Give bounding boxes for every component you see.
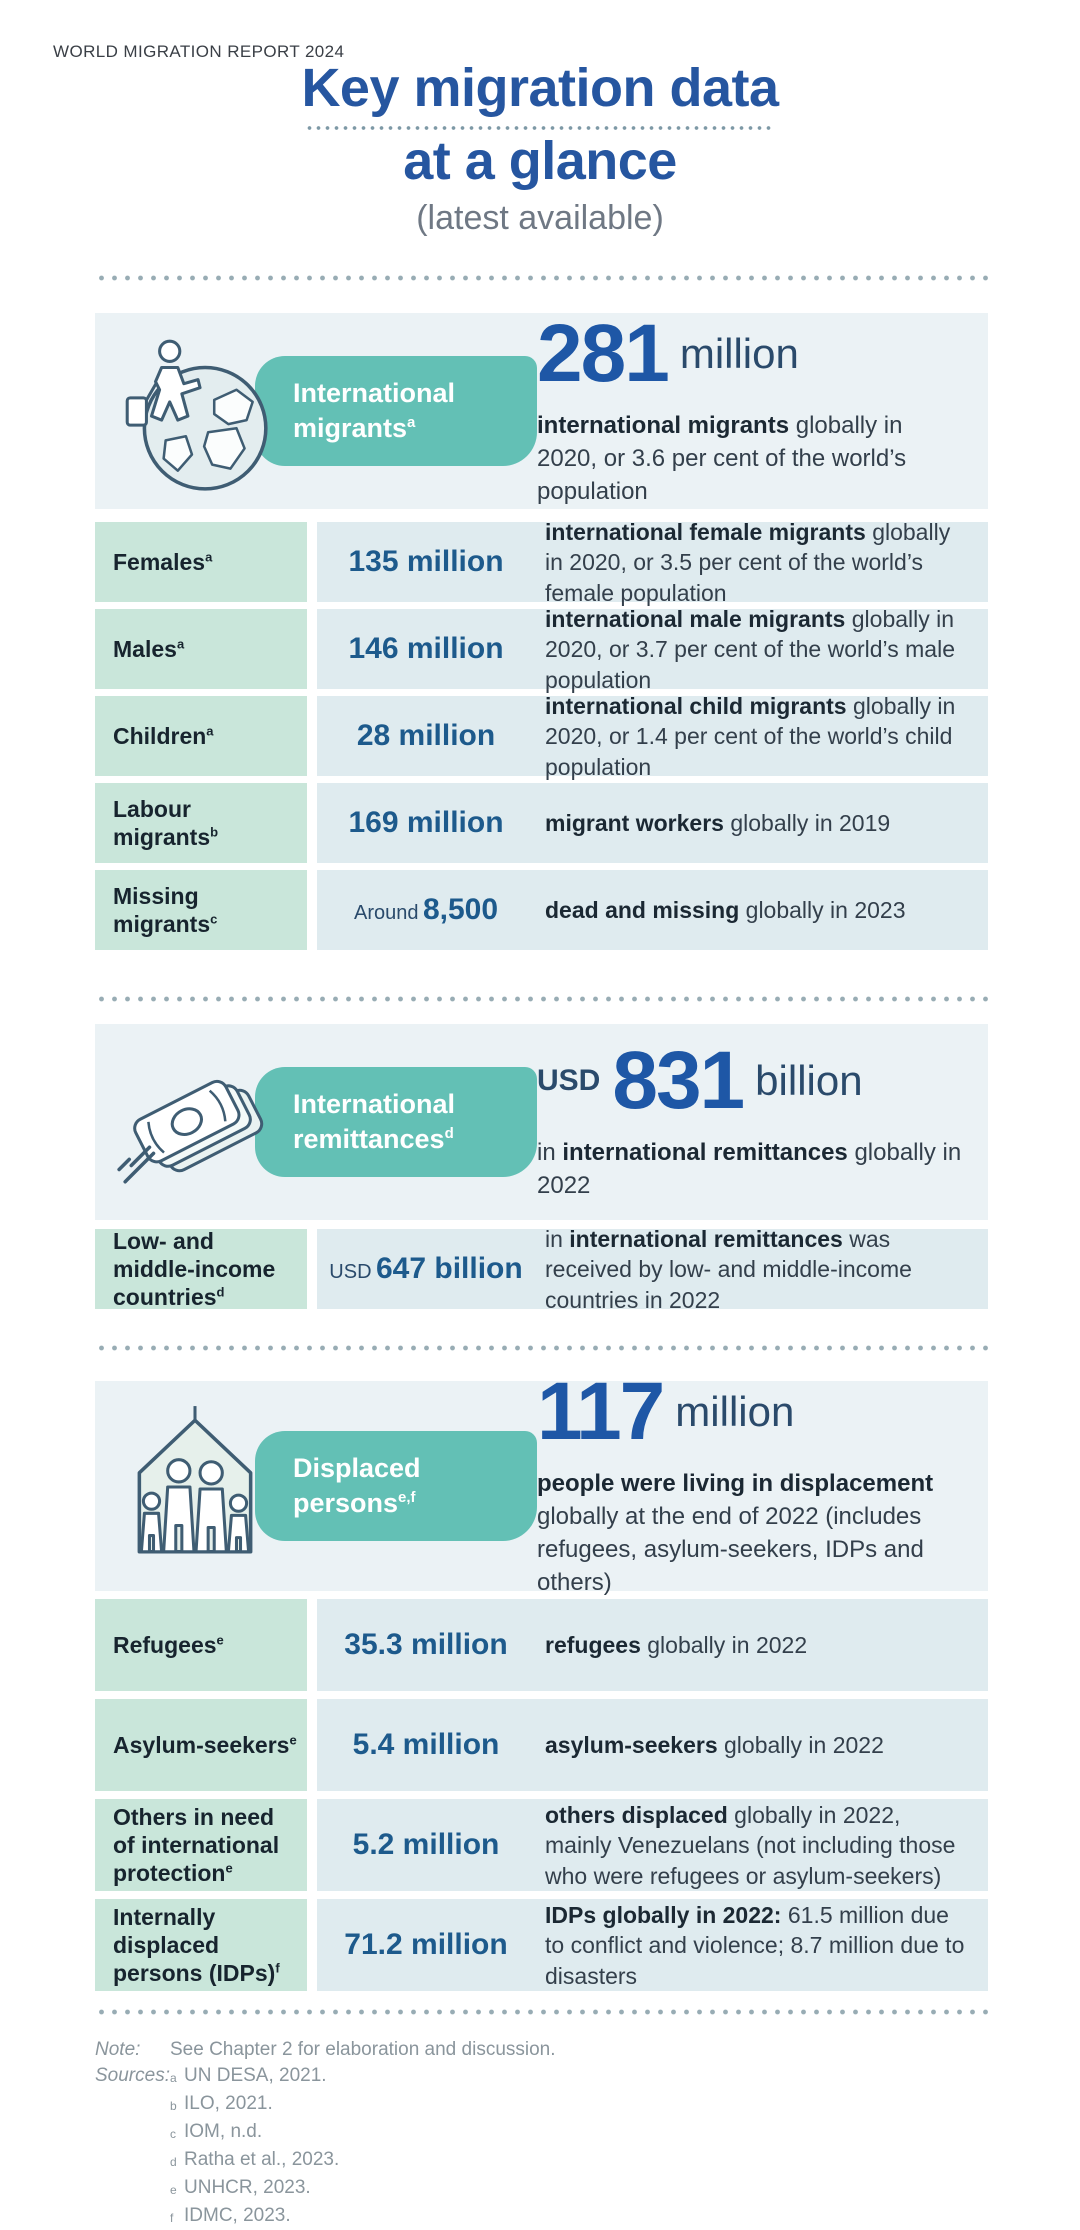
hero-description — [537, 409, 964, 508]
hero-left — [95, 1400, 537, 1572]
row-label — [95, 609, 307, 689]
title-block — [0, 0, 1080, 238]
row-label — [95, 1799, 307, 1891]
row-description: international male migrants globally in 2020, or 3.7 per cent of the world’s male population — [545, 605, 955, 693]
row-label — [95, 696, 307, 776]
note-text: See Chapter 2 for elaboration and discussion. — [170, 2039, 556, 2061]
row-footnote-letter: a — [205, 549, 213, 565]
migrants-rows — [95, 518, 988, 950]
row-footnote-letter: a — [206, 723, 214, 739]
row-content — [317, 1599, 988, 1691]
section-badge — [255, 356, 537, 466]
row-label-text: Males — [113, 636, 177, 663]
row-content — [317, 1899, 988, 1991]
row-content — [317, 783, 988, 863]
row-description: IDPs globally in 2022: 61.5 million due to conflict and violence; 8.7 million due to disasters — [545, 1901, 965, 1989]
row-footnote-letter: e — [225, 1860, 233, 1876]
hero-number-value: 831 — [612, 1035, 744, 1127]
hero-desc-post: globally in 2020, or 3.6 per cent of the world’s population — [537, 411, 907, 505]
row-description: others displaced globally in 2022, mainly Venezuelans (not including those who were refugees or asylum-seekers) — [545, 1801, 956, 1889]
hero-stats — [537, 1035, 988, 1202]
page-title-line1: Key migration data — [301, 58, 779, 118]
row-label-text: Labour migrants — [113, 796, 211, 851]
row-value: 169 million — [348, 806, 504, 840]
hero-number-unit: million — [675, 1388, 795, 1436]
note-row — [95, 2037, 988, 2063]
hero-number-unit: million — [679, 329, 799, 377]
page-subtitle: (latest available) — [416, 199, 664, 238]
table-row-males — [95, 605, 988, 693]
row-value: 5.2 million — [352, 1828, 500, 1862]
hero-currency-prefix: USD — [537, 1064, 601, 1098]
hero-desc-bold: international migrants — [537, 411, 790, 439]
remittances-rows — [95, 1225, 988, 1313]
row-label-text: Females — [113, 549, 206, 576]
row-label-text: Internally displaced persons (IDPs) — [113, 1904, 276, 1987]
row-label — [95, 870, 307, 950]
row-footnote-letter: c — [210, 911, 218, 927]
source-item: f IDMC, 2023. — [170, 2205, 291, 2227]
hero-left — [95, 325, 537, 497]
section-badge — [255, 1067, 537, 1177]
row-label-text: Children — [113, 723, 207, 750]
flying-banknotes-icon — [109, 1036, 281, 1208]
source-item: d Ratha et al., 2023. — [170, 2149, 340, 2171]
hero-stats — [537, 1366, 988, 1599]
hero-desc-pre: in — [537, 1139, 563, 1167]
row-label — [95, 1699, 307, 1791]
source-item: e UNHCR, 2023. — [170, 2177, 311, 2199]
row-label — [95, 1599, 307, 1691]
row-description: migrant workers globally in 2019 — [545, 810, 891, 837]
row-footnote-letter: f — [275, 1960, 280, 1976]
dotted-separator — [95, 2009, 988, 2015]
row-label — [95, 522, 307, 602]
hero-number-value: 281 — [537, 307, 668, 399]
row-label-text: Asylum-seekers — [113, 1732, 290, 1759]
sources-label: Sources: — [95, 2065, 170, 2087]
row-content — [317, 1799, 988, 1891]
table-row-others-in-need — [95, 1799, 988, 1891]
badge-footnote-letter: e,f — [398, 1489, 416, 1507]
row-value: 135 million — [348, 545, 504, 579]
sources-row — [95, 2063, 988, 2230]
row-footnote-letter: a — [176, 636, 185, 652]
row-footnote-letter: e — [289, 1732, 297, 1748]
row-content — [317, 692, 988, 780]
row-label-text: Low- and middle-income countries — [113, 1228, 276, 1311]
row-description: asylum-seekers globally in 2022 — [545, 1732, 884, 1759]
globe-traveller-icon — [109, 325, 281, 497]
hero-desc-post: globally in 2022 — [537, 1139, 962, 1200]
row-label — [95, 783, 307, 863]
source-item: c IOM, n.d. — [170, 2121, 263, 2143]
row-description: international female migrants globally in 2020, or 3.5 per cent of the world’s female population — [545, 518, 951, 606]
section-displaced-persons-hero — [95, 1366, 988, 1597]
badge-label: International migrants — [293, 378, 456, 444]
row-value: 71.2 million — [344, 1928, 508, 1962]
section-badge — [255, 1431, 537, 1541]
row-label-text: Missing migrants — [113, 883, 211, 938]
table-row-children — [95, 692, 988, 780]
row-footnote-letter: b — [210, 824, 219, 840]
table-row-low-middle-income — [95, 1225, 988, 1313]
row-content — [317, 605, 988, 693]
dotted-separator — [95, 996, 988, 1002]
title-dotted-underline — [305, 125, 775, 131]
table-row-idps — [95, 1899, 988, 1991]
row-value: 28 million — [356, 719, 496, 753]
row-content — [317, 870, 988, 950]
row-description: dead and missing globally in 2023 — [545, 897, 906, 924]
table-row-missing-migrants — [95, 870, 988, 950]
note-label: Note: — [95, 2039, 141, 2061]
badge-label: International remittances — [293, 1089, 456, 1155]
page-title-line2: at a glance — [403, 130, 677, 191]
row-value: 35.3 million — [344, 1628, 508, 1662]
row-value: USD 647 billion — [329, 1252, 523, 1286]
dotted-separator — [95, 1345, 988, 1351]
hero-number — [537, 1035, 964, 1127]
row-content — [317, 1225, 988, 1313]
hero-desc-bold: people were living in displacement — [537, 1470, 934, 1498]
row-content — [317, 518, 988, 606]
row-label-text: Refugees — [113, 1632, 217, 1659]
hero-number-value: 117 — [537, 1366, 664, 1458]
footer-notes — [95, 2037, 988, 2230]
section-international-migrants-hero — [95, 307, 988, 509]
section-international-remittances-hero — [95, 1024, 988, 1220]
row-value: 5.4 million — [352, 1728, 500, 1762]
table-row-females — [95, 518, 988, 606]
table-row-labour-migrants — [95, 783, 988, 863]
hero-number — [537, 307, 964, 399]
hero-number — [537, 1366, 964, 1458]
dotted-separator — [95, 275, 988, 281]
row-label — [95, 1229, 307, 1309]
report-label: WORLD MIGRATION REPORT 2024 — [53, 42, 345, 61]
hero-desc-post: globally at the end of 2022 (includes refugees, asylum-seekers, IDPs and others) — [537, 1503, 924, 1597]
source-item: b ILO, 2021. — [170, 2093, 273, 2115]
row-content — [317, 1699, 988, 1791]
row-value: Around 8,500 — [353, 893, 499, 927]
hero-description — [537, 1136, 964, 1202]
content-column — [95, 275, 988, 2230]
row-label-text: Others in need of international protection — [113, 1804, 280, 1887]
badge-footnote-letter: a — [407, 414, 416, 432]
row-label — [95, 1899, 307, 1991]
row-description: international child migrants globally in 2020, or 1.4 per cent of the world’s child population — [545, 692, 956, 780]
row-footnote-letter: e — [216, 1632, 224, 1648]
table-row-asylum-seekers — [95, 1699, 988, 1791]
table-row-refugees — [95, 1599, 988, 1691]
source-item: a UN DESA, 2021. — [170, 2065, 327, 2087]
sheltered-family-icon — [109, 1400, 281, 1572]
hero-left — [95, 1036, 537, 1208]
hero-desc-bold: international remittances — [562, 1139, 848, 1167]
hero-stats — [537, 307, 988, 508]
displaced-rows — [95, 1599, 988, 1991]
hero-number-unit: billion — [755, 1057, 863, 1105]
row-footnote-letter: d — [216, 1284, 225, 1300]
row-value: 146 million — [348, 632, 504, 666]
hero-description — [537, 1467, 964, 1599]
sources-list — [170, 2063, 988, 2230]
badge-footnote-letter: d — [444, 1125, 454, 1143]
badge-label: Displaced persons — [293, 1453, 421, 1519]
row-description: in international remittances was received by low- and middle-income countries in 2022 — [545, 1225, 912, 1313]
row-description: refugees globally in 2022 — [545, 1632, 808, 1659]
